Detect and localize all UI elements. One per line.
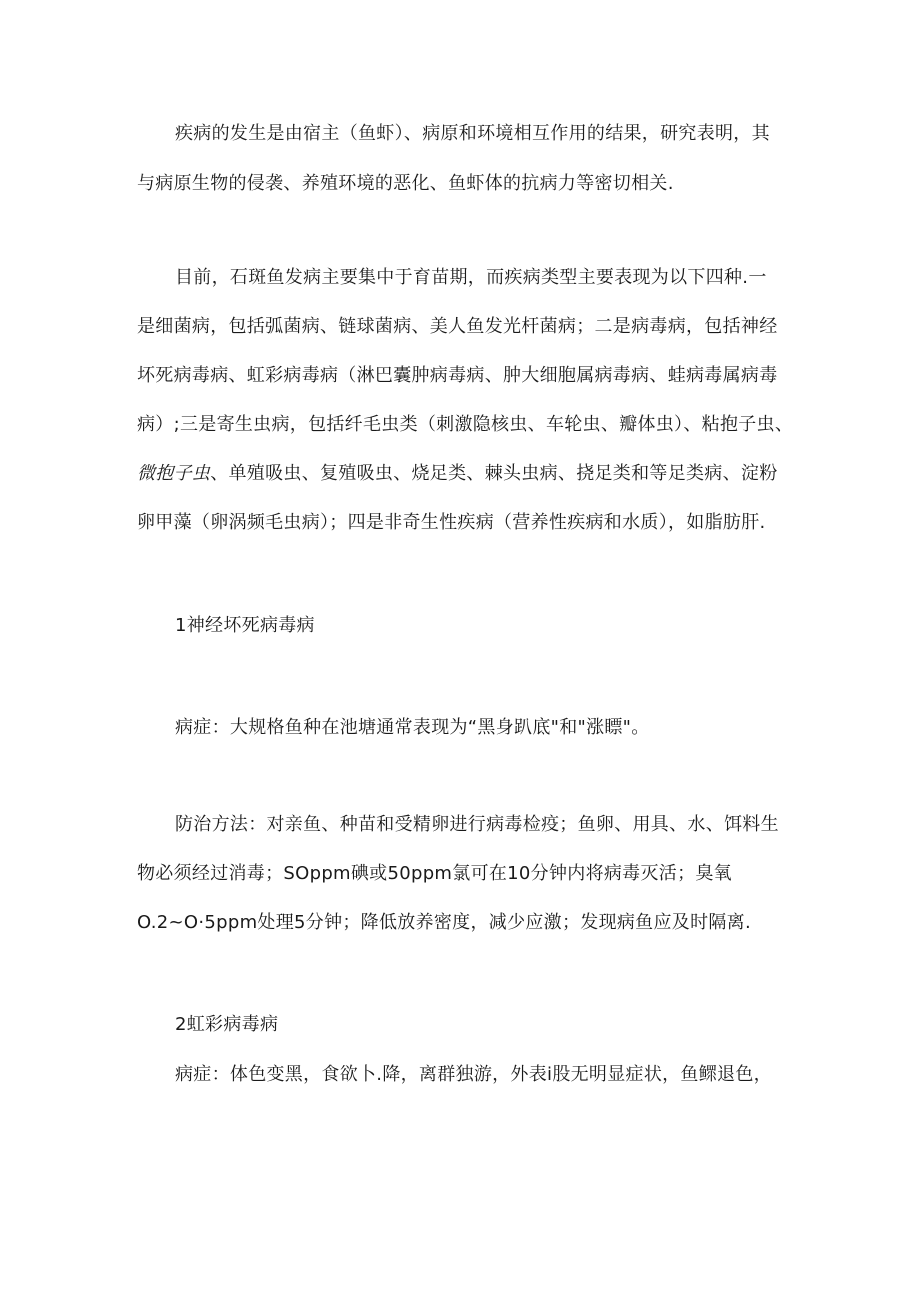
- section1-treatment-line-3: O.2~O·5ppm处理5分钟；降低放养密度，减少应激；发现病鱼应及时隔离.: [137, 912, 751, 933]
- overview-line-3: 坏死病毒病、虹彩病毒病（淋巴囊肿病毒病、肿大细胞属病毒病、蛙病毒属病毒: [137, 365, 778, 386]
- section1-treatment-line-1: 防治方法：对亲鱼、种苗和受精卵进行病毒检疫；鱼卵、用具、水、饵料生: [175, 814, 779, 835]
- overview-line-1: 目前，石斑鱼发病主要集中于育苗期，而疾病类型主要表现为以下四种.一: [175, 267, 767, 288]
- intro-line-2: 与病原生物的侵袭、养殖环境的恶化、鱼虾体的抗病力等密切相关.: [137, 173, 674, 194]
- section1-treatment-line-2: 物必须经过消毒；SOppm碘或50ppm氯可在10分钟内将病毒灭活；臭氧: [137, 863, 732, 884]
- overview-line-2: 是细菌病，包括弧菌病、链球菌病、美人鱼发光杆菌病；二是病毒病，包括神经: [137, 316, 778, 337]
- overview-line-5-italic: 微抱子虫: [137, 463, 211, 484]
- section2-symptom: 病症：体色变黑，食欲卜.降，离群独游，外表i股无明显症状，鱼鳏退色，: [175, 1064, 772, 1085]
- overview-line-5: [137, 462, 778, 486]
- section1-symptom: 病症：大规格鱼种在池塘通常表现为“黑身趴底"和"涨瞟"。: [175, 717, 650, 738]
- overview-line-4: 病）;三是寄生虫病，包括纤毛虫类（刺激隐核虫、车轮虫、瓣体虫）、粘抱子虫、: [137, 414, 794, 435]
- section1-heading: 1神经坏死病毒病: [175, 615, 315, 636]
- overview-line-6: 卵甲藻（卵涡频毛虫病）；四是非奇生性疾病（营养性疾病和水质），如脂肪肝.: [137, 512, 766, 533]
- intro-line-1: 疾病的发生是由宿主（鱼虾）、病原和环境相互作用的结果，研究表明，其: [175, 123, 770, 144]
- section2-heading: 2虹彩病毒病: [175, 1014, 279, 1035]
- overview-line-5-rest: 、单殖吸虫、复殖吸虫、烧足类、棘头虫病、挠足类和等足类病、淀粉: [210, 463, 778, 484]
